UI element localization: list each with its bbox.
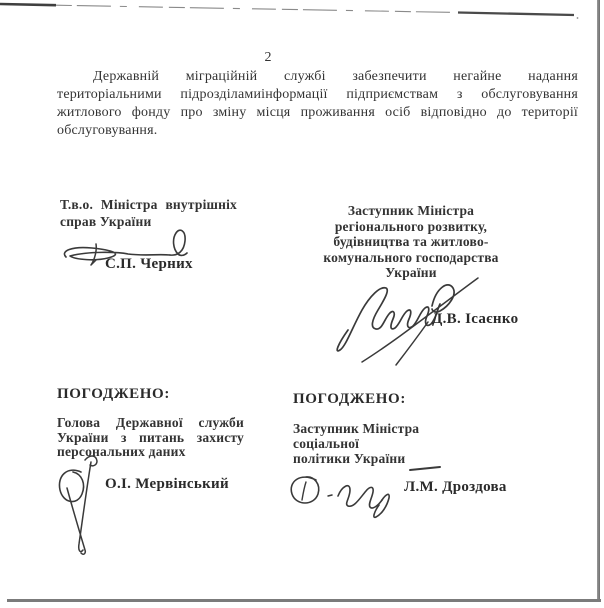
isaenko-name: Д.В. Ісаєнко	[432, 311, 519, 327]
title-line: справ України	[60, 214, 152, 229]
mervinskyi-name: О.І. Мервінський	[105, 476, 229, 492]
page-number: 2	[264, 50, 272, 65]
mervinskyi-signature	[55, 450, 107, 558]
title-line: будівництва та житлово-	[333, 234, 489, 249]
title-line: регіонального розвитку,	[334, 218, 488, 234]
title-line: Заступник Міністра	[293, 421, 420, 436]
frame-border-bottom	[7, 599, 601, 602]
title-line: соціальної	[293, 436, 360, 451]
title-line: України	[385, 265, 437, 280]
interior-minister-title	[60, 196, 237, 230]
frame-border-right	[597, 0, 600, 601]
regional-minister-title	[322, 203, 500, 281]
title-line: Голова Державної служби	[57, 415, 244, 430]
title-line: Т.в.о. Міністра внутрішніх	[60, 197, 237, 212]
body-paragraph	[57, 68, 578, 140]
agreed-label-left: ПОГОДЖЕНО:	[57, 386, 170, 402]
agreed-label-right: ПОГОДЖЕНО:	[293, 391, 406, 407]
title-line: Заступник Міністра	[347, 203, 475, 218]
paragraph-line: територіальними підрозділамиінформації підприємствам з обслуговування	[57, 87, 578, 102]
drozdova-name: Л.М. Дроздова	[404, 479, 507, 495]
paragraph-line: обслуговування.	[57, 123, 158, 138]
chernykh-name: С.П. Черних	[105, 256, 193, 272]
scan-artifact-line	[0, 0, 604, 24]
paragraph-line: житлового фонду про зміну місця проживання осіб відповідно до території	[57, 105, 578, 120]
title-line: комунального господарства	[323, 249, 499, 265]
title-line: політики України	[293, 451, 406, 466]
title-line: України з питань захисту	[57, 429, 244, 445]
paragraph-line: Державній міграційній службі забезпечити негайне надання	[93, 69, 578, 84]
title-line: персональних даних	[57, 444, 186, 459]
